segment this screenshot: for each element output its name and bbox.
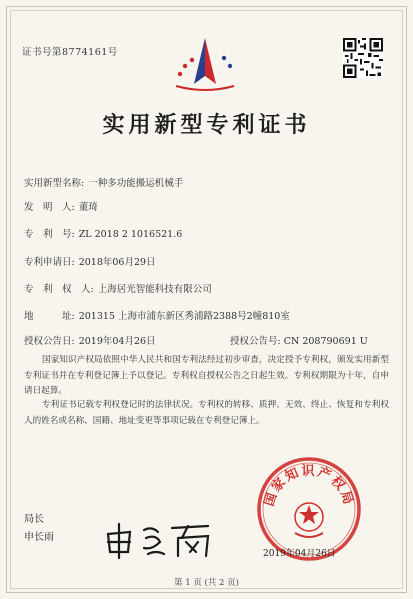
page-title: 实用新型专利证书 [102, 113, 311, 138]
director-name: 申长雨 [24, 532, 54, 543]
field-grant-announcement-number [230, 333, 368, 347]
field-value: 2018年06月29日 [78, 257, 156, 268]
field-inventor [24, 199, 98, 213]
director-signature [100, 520, 220, 560]
field-address [24, 308, 290, 322]
field-value: 一种多功能搬运机械手 [88, 178, 184, 189]
field-value: 上海居光智能科技有限公司 [97, 284, 212, 295]
field-grant-date [24, 333, 156, 347]
field-value: ZL 2018 2 1016521.6 [78, 229, 183, 240]
grant-statement: 国家知识产权局依照中华人民共和国专利法经过初步审查，决定授予专利权，颁发实用新型专利证书并在专利登记簿上予以登记。专利权自授权公告之日起生效。专利权期限为十年，自申请日起算。 [24, 355, 389, 396]
legal-status-statement: 专利证书记载专利权登记时的法律状况。专利权的转移、质押、无效、终止、恢复和专利权人的姓名或名称、国籍、地址变更等事项记载在专利登记簿上。 [24, 400, 389, 426]
field-value: CN 208790691 U [283, 336, 368, 347]
field-value: 2019年04月26日 [78, 336, 156, 347]
field-utility-model-name [24, 175, 183, 189]
field-label: 授权公告日: [24, 336, 75, 347]
field-patentee [24, 281, 212, 295]
field-application-date [24, 254, 156, 268]
field-label: 授权公告号: [230, 336, 281, 347]
serial-number: 证书号第8774161号 [22, 47, 118, 58]
field-label: 专 利 权 人: [24, 284, 94, 295]
field-label: 专利申请日: [24, 257, 75, 268]
field-value: 201315 上海市浦东新区秀浦路2388号2幢810室 [78, 311, 290, 322]
page-number: 第 1 页 (共 2 页) [174, 578, 239, 588]
field-label: 地 址: [24, 311, 75, 322]
seal-text: 国家知识产权局 [261, 464, 357, 509]
qr-code [343, 38, 383, 78]
seal-date: 2019年04月26日 [263, 549, 336, 559]
patent-office-emblem-icon [170, 36, 240, 96]
field-label: 实用新型名称: [24, 178, 85, 189]
field-patent-number [24, 226, 182, 240]
director-title: 局长 [24, 514, 44, 525]
field-label: 专 利 号: [24, 229, 75, 240]
field-value: 董琦 [78, 202, 98, 213]
field-label: 发 明 人: [24, 202, 75, 213]
